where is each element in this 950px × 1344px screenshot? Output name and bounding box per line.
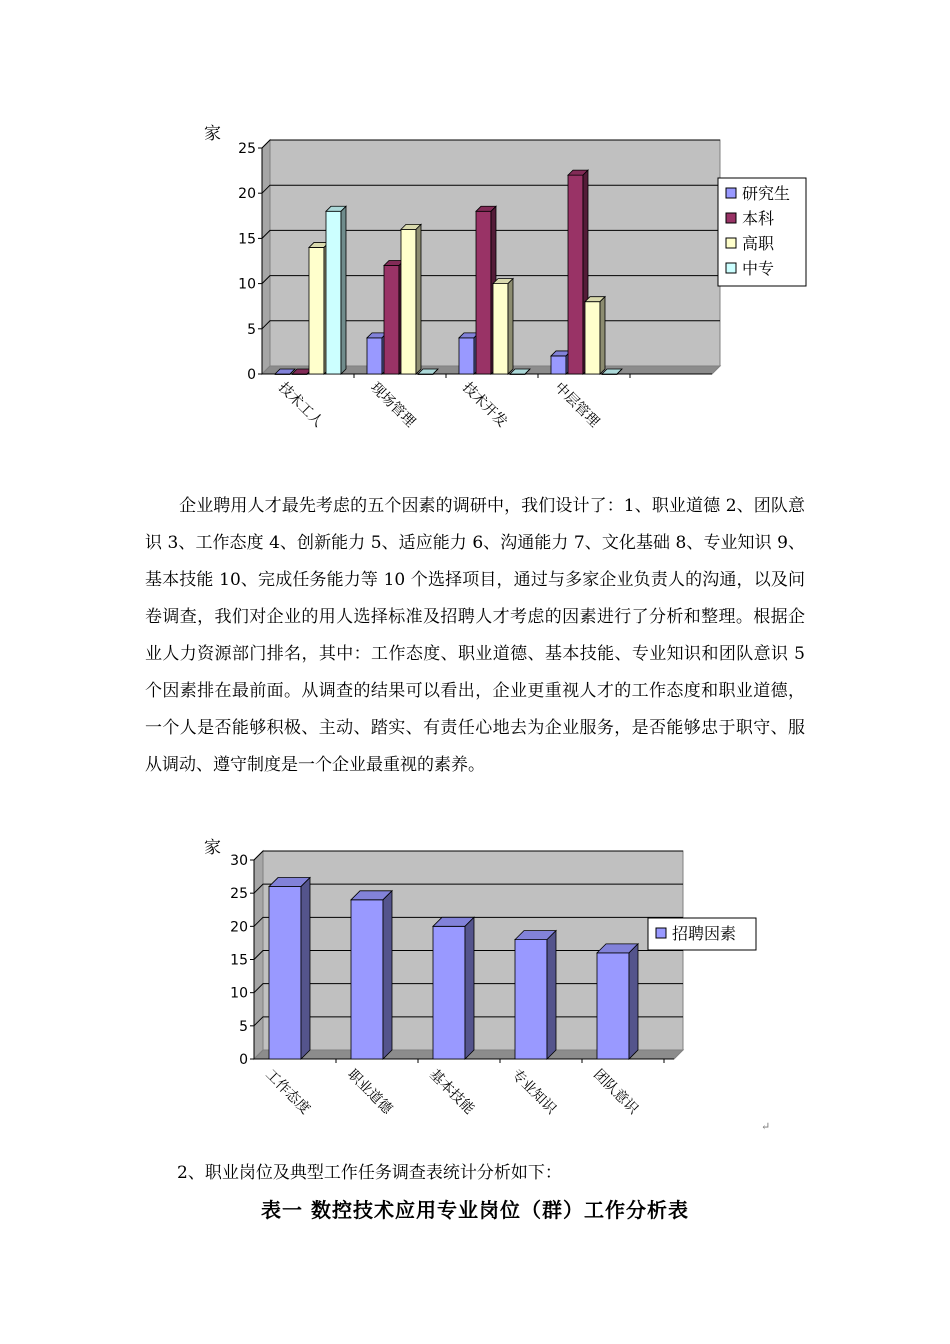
x-tick-label: 技术工人: [275, 379, 327, 431]
x-tick-label: 工作态度: [262, 1066, 314, 1118]
bar: [597, 953, 629, 1059]
bar: [568, 175, 583, 374]
bar: [384, 266, 399, 374]
legend-swatch: [726, 263, 736, 273]
y-tick-label: 15: [238, 231, 256, 248]
y-tick-label: 25: [238, 141, 256, 157]
bar: [551, 356, 566, 374]
y-tick-label: 5: [239, 1018, 248, 1035]
bar: [476, 211, 491, 374]
body-paragraph: [145, 488, 805, 784]
section-caption: 2、职业岗位及典型工作任务调查表统计分析如下：: [177, 1163, 562, 1183]
y-tick-label: 0: [247, 367, 256, 383]
table-title: 表一 数控技术应用专业岗位（群）工作分析表: [261, 1198, 689, 1222]
bar-side: [600, 297, 605, 374]
legend-label: 招聘因素: [672, 924, 737, 943]
chart-graduate-demand: [190, 115, 830, 455]
bar-side: [629, 944, 638, 1059]
bar-side: [547, 931, 556, 1059]
plot-side-wall: [262, 140, 270, 374]
x-tick-label: 现场管理: [367, 379, 419, 431]
y-tick-label: 15: [230, 952, 248, 969]
legend-swatch: [656, 928, 666, 938]
bar: [269, 887, 301, 1059]
y-tick-label: 5: [247, 321, 256, 338]
x-tick-label: 技术开发: [459, 379, 511, 431]
legend-label: 研究生: [742, 184, 791, 203]
bar: [367, 338, 382, 374]
return-mark: ↵: [761, 1120, 771, 1133]
y-axis-label: 家: [204, 838, 221, 858]
y-tick-label: 0: [239, 1052, 248, 1068]
y-tick-label: 20: [230, 919, 248, 936]
y-tick-label: 10: [238, 276, 256, 293]
y-tick-label: 20: [238, 186, 256, 203]
x-tick-label: 基本技能: [426, 1066, 478, 1118]
y-axis-label: 家: [204, 124, 221, 144]
paragraph-text: 企业聘用人才最先考虑的五个因素的调研中，我们设计了：1、职业道德 2、团队意识 3、工作态度 4、创新能力 5、适应能力 6、沟通能力 7、文化基础 8、专业知识 9、基本技能 10、完成任务能力等 10 个选择项目，通过与多家企业负责人的沟通，以及问卷调查，我们对企业的用人选择标准及招聘人才考虑的因素进行了分析和整理。根据企业人力资源部门排名，其中：工作态度、职业道德、基本技能、专业知识和团队意识 5 个因素排在最前面。从调查的结果可以看出，企业更重视人才的工作态度和职业道德，一个人是否能够积极、主动、踏实、有责任心地去为企业服务，是否能够忠于职守、服从调动、遵守制度是一个企业最重视的素养。: [145, 496, 805, 775]
legend-swatch: [726, 213, 736, 223]
bar: [309, 247, 324, 374]
bar: [401, 229, 416, 374]
bar-side: [383, 891, 392, 1059]
y-tick-label: 25: [230, 886, 248, 903]
legend-swatch: [726, 188, 736, 198]
legend-label: 高职: [742, 234, 775, 253]
legend-label: 本科: [742, 209, 775, 228]
chart-recruitment-factors: [190, 830, 830, 1130]
bar-side: [465, 917, 474, 1059]
y-tick-label: 30: [230, 853, 248, 869]
bar: [585, 302, 600, 374]
bar: [326, 211, 341, 374]
x-tick-label: 职业道德: [344, 1066, 396, 1118]
bar-side: [341, 206, 346, 374]
legend-label: 中专: [742, 259, 775, 278]
bar: [459, 338, 474, 374]
y-tick-label: 10: [230, 985, 248, 1002]
bar: [515, 940, 547, 1059]
x-tick-label: 中层管理: [551, 379, 603, 431]
bar-side: [416, 224, 421, 374]
bar: [351, 900, 383, 1059]
bar-side: [301, 878, 310, 1059]
legend-swatch: [726, 238, 736, 248]
bar: [493, 284, 508, 374]
bar-side: [508, 279, 513, 374]
bar: [433, 926, 465, 1059]
x-tick-label: 团队意识: [590, 1066, 642, 1118]
x-tick-label: 专业知识: [508, 1066, 560, 1118]
